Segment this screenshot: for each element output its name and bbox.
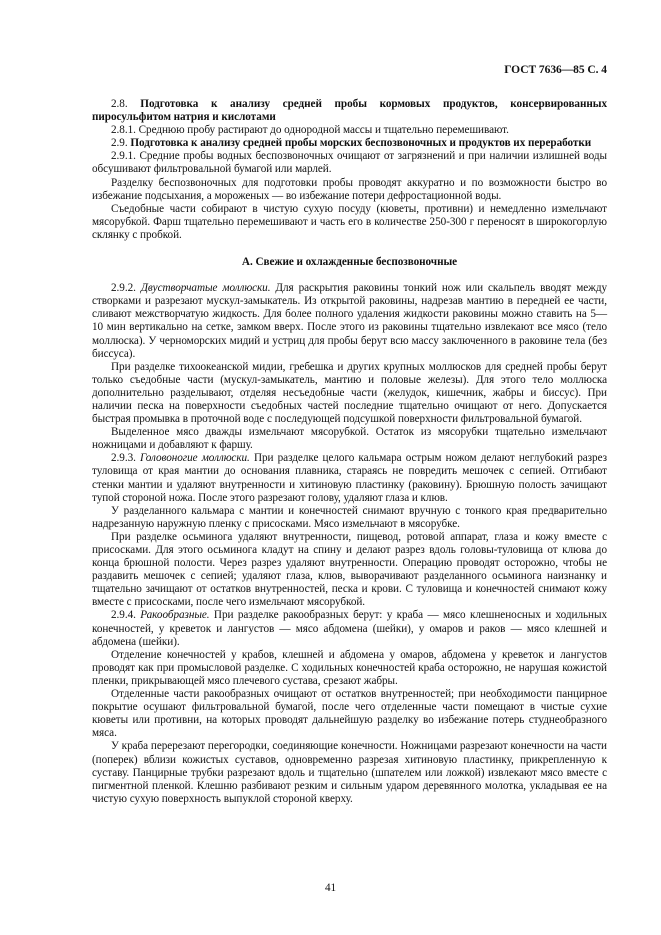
paragraph xyxy=(92,203,607,242)
clause-heading: Ракообразные. xyxy=(140,609,210,622)
paragraph-text: Отделение конечностей у крабов, клешней и абдомена у омаров, абдомена у креветок и лангустов проводят как при промысловой разделке. С ходильных конечностей краба осторожно, не нарушая кожистой пленки, прикрывающей мясо плечевого сустава, срезают жабры. xyxy=(92,648,607,687)
paragraph xyxy=(92,150,607,176)
paragraph xyxy=(92,137,607,150)
page-header: ГОСТ 7636—85 С. 4 xyxy=(504,64,607,76)
paragraph-text: При разделке тихоокеанской мидии, гребешка и других крупных моллюсков для средней пробы берут только съедобные части (мускул-замыкатель, мантию и половые железы). Для этого тело моллюска дополнительно разделывают, отделяя несъедобные части (желудок, кишечник, жабры и биссус). При наличии песка на поверхности съедобных частей последние тщательно очищают от него. Допускается быстрая промывка в проточной воде с последующей подсушкой поверхности фильтровальной бумагой. xyxy=(92,360,607,426)
paragraph-group-2 xyxy=(92,282,607,806)
paragraph xyxy=(92,98,607,124)
paragraph-text: У краба перерезают перегородки, соединяющие конечности. Ножницами разрезают конечности на части (поперек) вблизи кожистых суставов, одновременно разрезая хитиновую пластинку, прикрепленную к суставу. Панцирные трубки разрезают вдоль и тщательно (шпателем или ложкой) извлекают мясо вместе с пигментной пленкой. Клешню разбивают резким и сильным ударом деревянного молотка, укладывая ее на чистую сухую поверхность выпуклой стороной кверху. xyxy=(92,740,607,805)
paragraph xyxy=(92,282,607,361)
clause-number: 2.9.4. xyxy=(111,609,136,622)
page-number: 41 xyxy=(324,882,337,894)
clause-number: 2.8. xyxy=(111,98,128,110)
paragraph-text: При разделке целого кальмара острым ножом делают неглубокий разрез туловища от края мантии до основания плавника, стараясь не повредить мешочек с сепией. Отгибают стенки мантии и удаляют внутренности и хитиновую пластинку (раковину). Брюшную полость зачищают тупой стороной ножа. После этого разрезают голову, удаляют глаза и клюв. xyxy=(92,452,608,504)
paragraph-text: При разделке осьминога удаляют внутренности, пищевод, ротовой аппарат, глаза и кожу вместе с присосками. Для этого осьминога кладут на спину и делают разрез вдоль головы-туловища от клюва до конца брюшной полости. Через разрез удаляют внутренности. Операцию проводят осторожно, чтобы не раздавить мешочек с сепией; удаляют глаза, клюв, выворачивают разделанного осьминога наизнанку и тщательно зачищают от остатков внутренностей, песка и крови. С туловища и конечностей снимают кожу вместе с присосками, после чего измельчают мясорубкой. xyxy=(92,530,607,609)
paragraph-text: Разделку беспозвоночных для подготовки пробы проводят аккуратно и по возможности быстро во избежание подсыхания, а мороженых — во избежание потери дефростационной воды. xyxy=(92,176,607,202)
paragraph xyxy=(92,361,607,426)
paragraph-text: У разделанного кальмара с мантии и конечностей снимают вручную с тонкого края предварительно надрезанную наружную пленку с присосками. Мясо измельчают в мясорубке. xyxy=(92,504,607,530)
paragraph-text: Средние пробы водных беспозвоночных очищают от загрязнений и при наличии излишней воды обсушивают фильтровальной бумагой или марлей. xyxy=(92,150,607,176)
paragraph xyxy=(92,124,607,137)
paragraph-text: Съедобные части собирают в чистую сухую посуду (кюветы, противни) и немедленно измельчают мясорубкой. Фарш тщательно перемешивают и часть его в количестве 250-300 г переносят в широкогорлую склянку с пробкой. xyxy=(92,202,607,241)
clause-heading: Подготовка к анализу средней пробы морских беспозвоночных и продуктов их переработки xyxy=(130,137,592,150)
paragraph-text: Среднюю пробу растирают до однородной массы и тщательно перемешивают. xyxy=(138,124,509,137)
paragraph xyxy=(92,177,607,203)
clause-number: 2.8.1. xyxy=(111,124,136,137)
paragraph xyxy=(92,426,607,452)
paragraph-text: Отделенные части ракообразных очищают от остатков внутренностей; при необходимости панцирное покрытие осушают фильтровальной бумагой, после чего отделенные части помещают в чистые сухие кюветы или противни, на которых проводят дальнейшую разделку во избежание потерь студнеобразного мяса. xyxy=(92,688,607,740)
paragraph xyxy=(92,452,607,504)
clause-number: 2.9. xyxy=(111,137,128,150)
paragraph xyxy=(92,649,607,688)
clause-heading: Двустворчатые моллюски. xyxy=(140,282,271,295)
clause-number: 2.9.2. xyxy=(111,282,136,295)
section-title: А. Свежие и охлажденные беспозвоночные xyxy=(241,256,458,269)
page-content xyxy=(92,98,607,806)
paragraph xyxy=(92,609,607,648)
clause-heading: Головоногие моллюски. xyxy=(140,452,250,465)
clause-heading: Подготовка к анализу средней пробы кормовых продуктов, консервированных пиросульфитом натрия и кислотами xyxy=(92,98,607,124)
paragraph-text: При разделке ракообразных берут: у краба — мясо клешненосных и ходильных конечностей, у креветок и лангустов — мясо абдомена (шейки), у омаров и раков — мясо клешней и абдомена (шейки). xyxy=(92,609,607,648)
clause-number: 2.9.3. xyxy=(111,452,136,465)
paragraph xyxy=(92,688,607,740)
paragraph xyxy=(92,740,607,805)
paragraph xyxy=(92,531,607,610)
paragraph-group-1 xyxy=(92,98,607,242)
clause-number: 2.9.1. xyxy=(111,150,136,163)
paragraph-text: Выделенное мясо дважды измельчают мясорубкой. Остаток из мясорубки тщательно измельчают ножницами и добавляют к фаршу. xyxy=(92,426,607,452)
paragraph-text: Для раскрытия раковины тонкий нож или скальпель вводят между створками и разрезают мускул-замыкатель. Из открытой раковины, надрезав мантию в передней ее части, сливают межстворчатую жидкость. Для более полного удаления жидкости раковины можно ставить на 5—10 мин вертикально на сетке, замком вверх. После этого из раковины тщательно извлекают все мясо (тело моллюска). У черноморских мидий и устриц для пробы берут всю массу заключенного в раковине тела (без биссуса). xyxy=(92,282,608,360)
paragraph xyxy=(92,505,607,531)
